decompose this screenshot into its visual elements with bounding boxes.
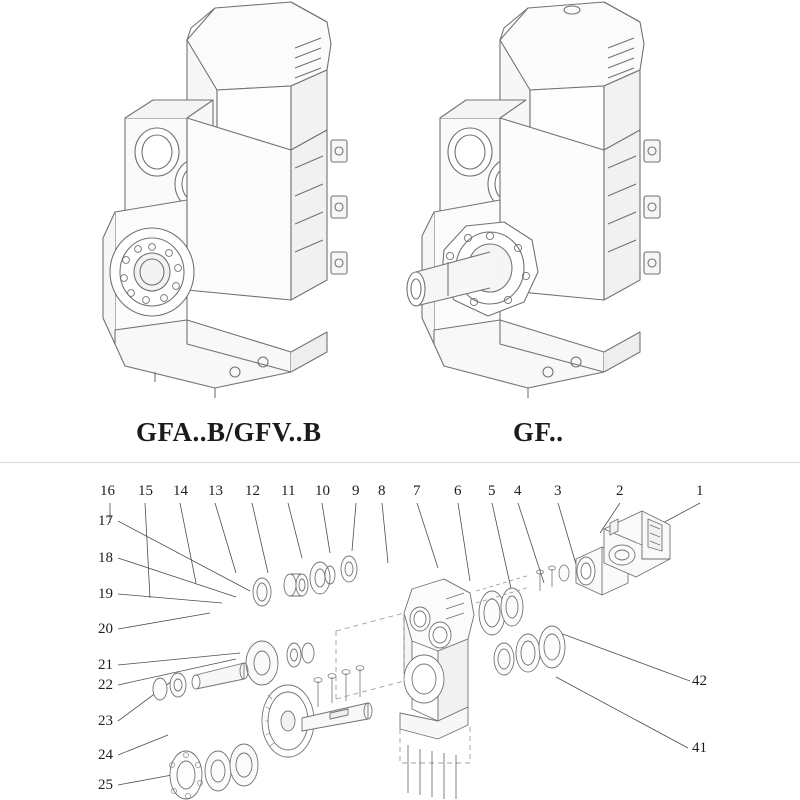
- part-label-10: 10: [315, 483, 330, 499]
- part-label-4: 4: [514, 483, 522, 499]
- part-label-11: 11: [281, 483, 296, 499]
- part-label-2: 2: [616, 483, 624, 499]
- part-label-15: 15: [138, 483, 153, 499]
- part-label-23: 23: [98, 713, 113, 729]
- exploded-view-band: [0, 463, 800, 800]
- part-label-19: 19: [98, 586, 113, 602]
- exploded-assembly-illustration: [0, 463, 800, 800]
- part-label-13: 13: [208, 483, 223, 499]
- part-label-20: 20: [98, 621, 113, 637]
- part-label-18: 18: [98, 550, 113, 566]
- part-label-8: 8: [378, 483, 386, 499]
- caption-left: GFA..B/GFV..B: [136, 417, 322, 447]
- part-label-14: 14: [173, 483, 188, 499]
- part-label-21: 21: [98, 657, 113, 673]
- gearbox-left-illustration: [95, 0, 385, 400]
- part-label-6: 6: [454, 483, 462, 499]
- part-label-42: 42: [692, 673, 707, 689]
- part-label-22: 22: [98, 677, 113, 693]
- part-label-7: 7: [413, 483, 421, 499]
- part-label-24: 24: [98, 747, 113, 763]
- part-label-16: 16: [100, 483, 115, 499]
- part-label-1: 1: [696, 483, 704, 499]
- part-label-3: 3: [554, 483, 562, 499]
- part-label-9: 9: [352, 483, 360, 499]
- part-label-12: 12: [245, 483, 260, 499]
- part-label-17: 17: [98, 513, 113, 529]
- gearbox-right-illustration: [400, 0, 700, 400]
- part-label-41: 41: [692, 740, 707, 756]
- part-label-25: 25: [98, 777, 113, 793]
- caption-right: GF..: [513, 417, 564, 447]
- part-label-5: 5: [488, 483, 496, 499]
